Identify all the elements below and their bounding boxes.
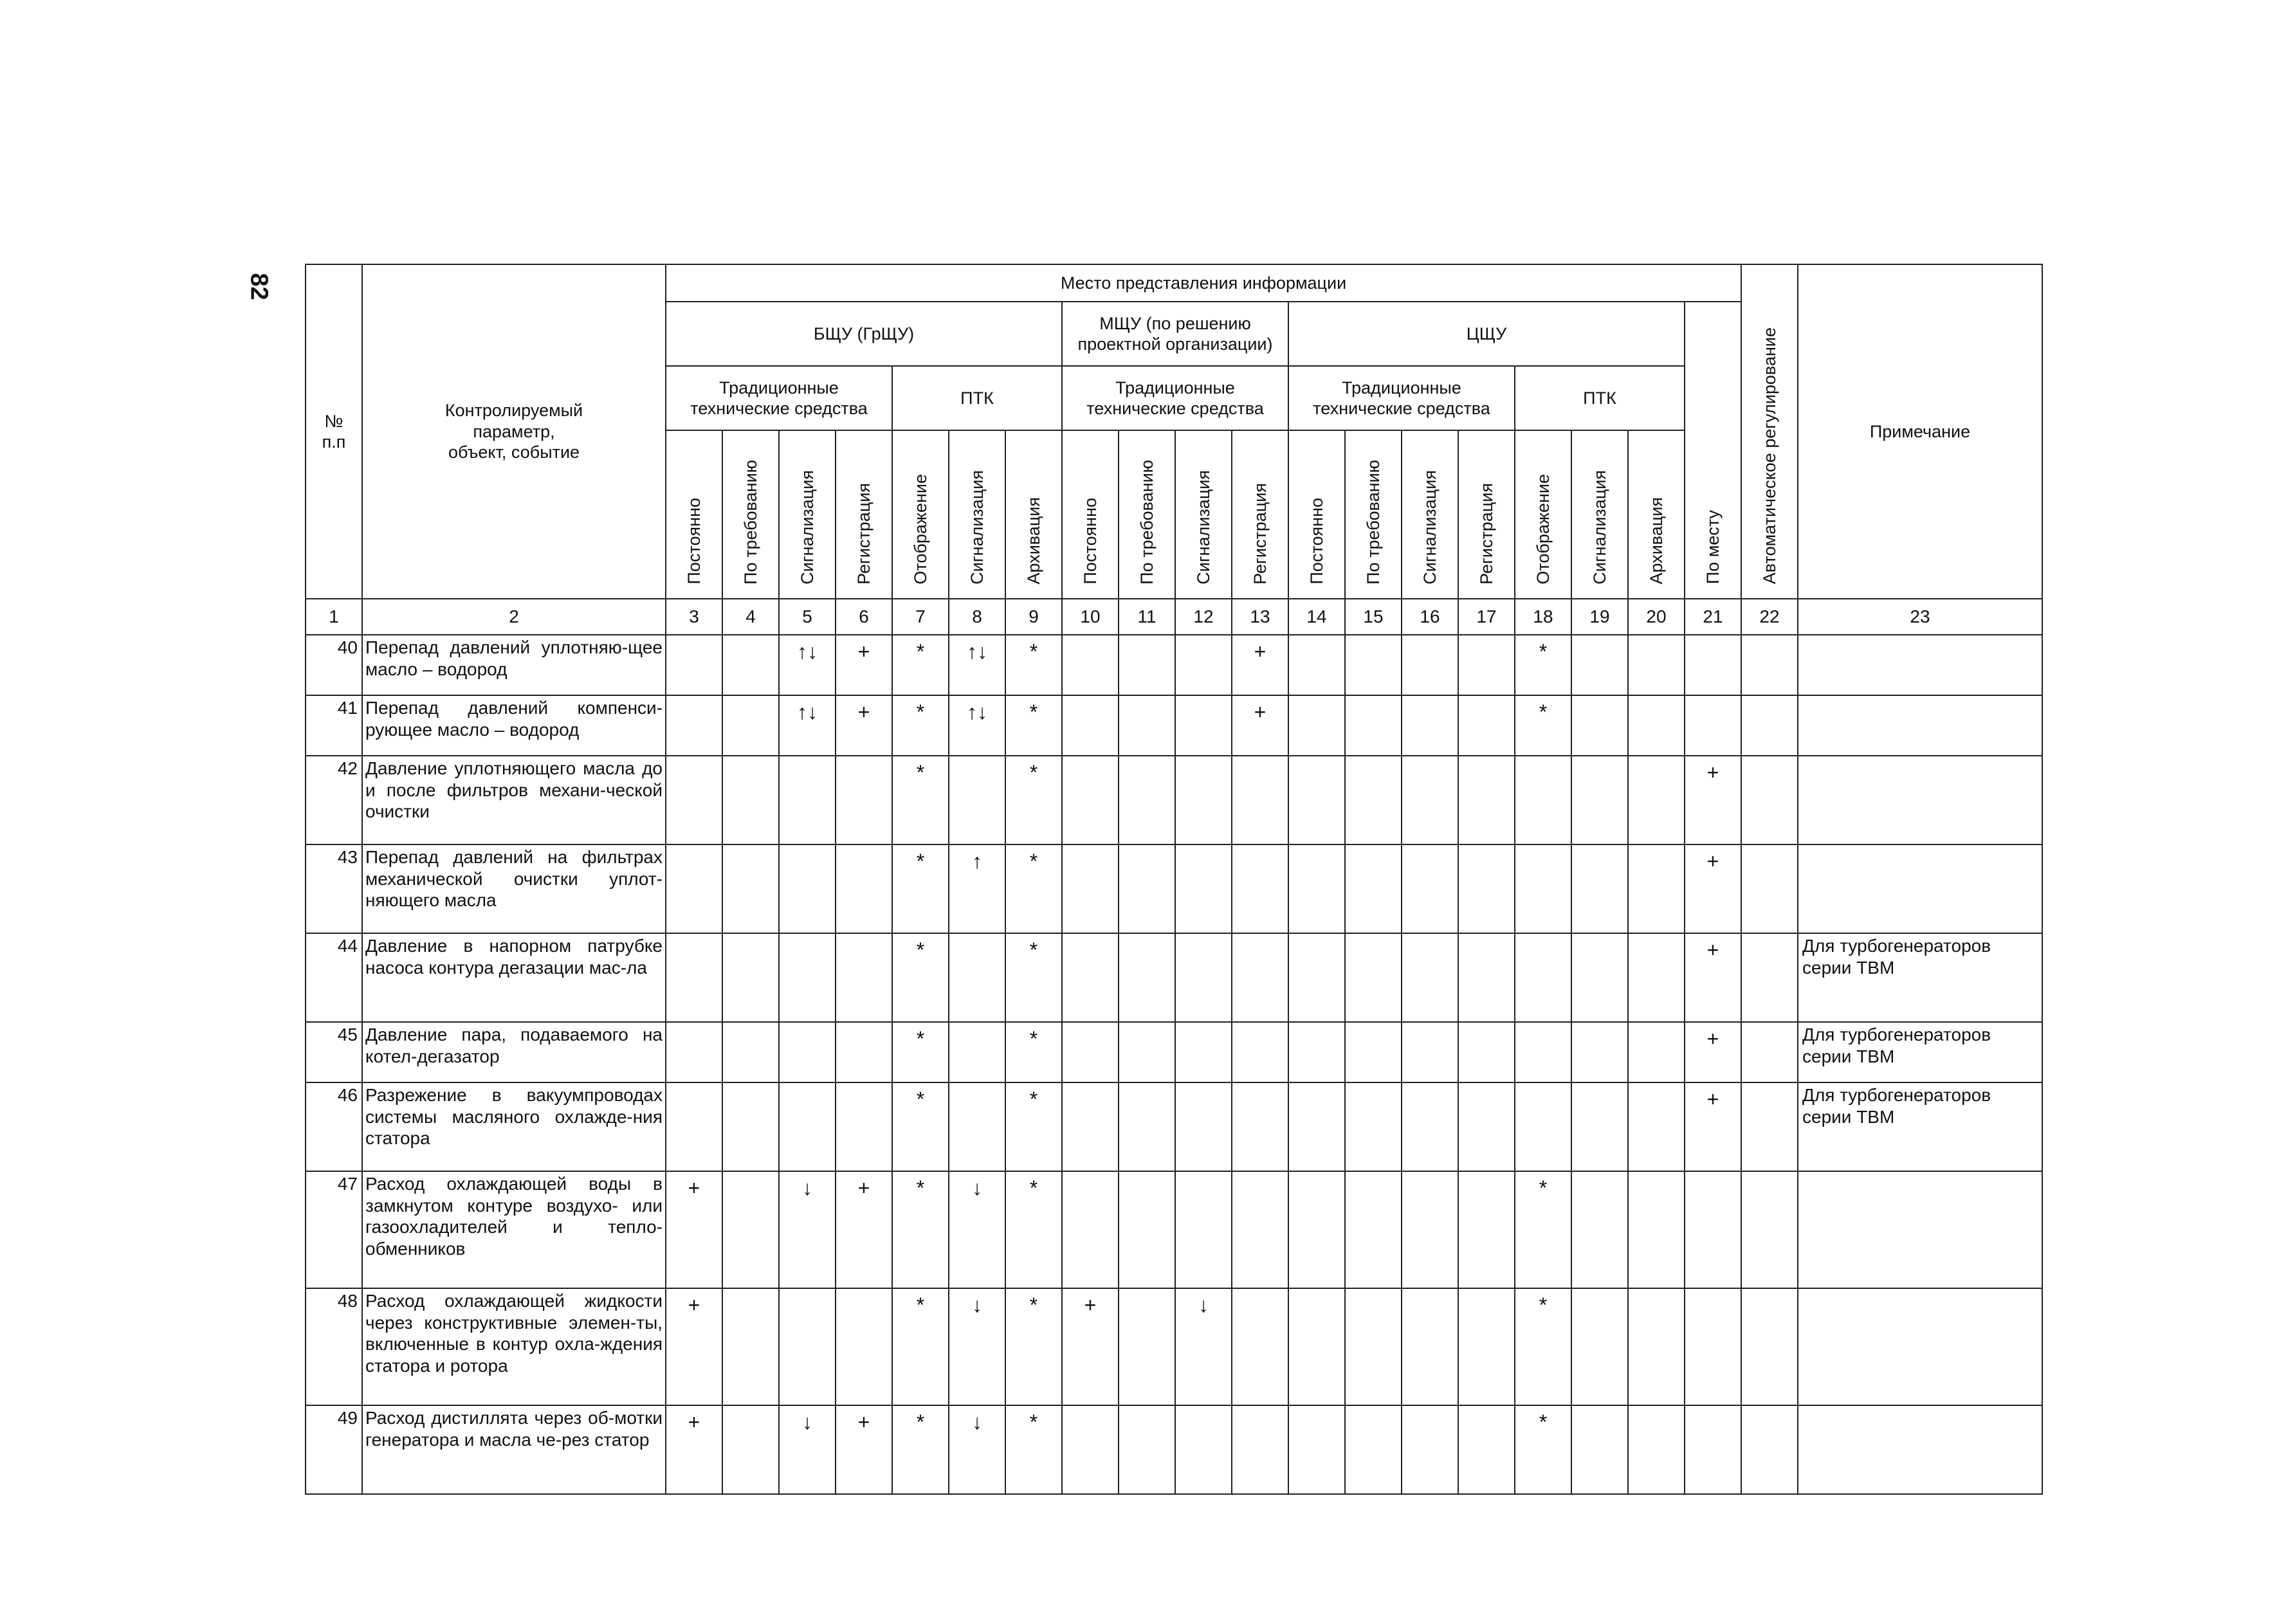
column-number: 3 — [666, 599, 722, 635]
row-cell — [1232, 1171, 1288, 1288]
table-row — [306, 1405, 2042, 1494]
row-cell — [722, 1405, 779, 1494]
column-number: 7 — [892, 599, 949, 635]
row-cell — [1062, 1022, 1119, 1082]
row-cell — [779, 1022, 836, 1082]
row-cell — [1741, 1288, 1798, 1405]
row-cell: * — [1005, 844, 1062, 933]
row-cell — [836, 1022, 892, 1082]
row-cell — [722, 933, 779, 1022]
row-cell — [1288, 933, 1345, 1022]
row-parameter: Перепад давлений компенси-рующее масло – водород — [362, 695, 666, 756]
row-cell: * — [892, 635, 949, 695]
row-parameter: Перепад давлений уплотняю-щее масло – водород — [362, 635, 666, 695]
row-number: 45 — [306, 1022, 362, 1082]
row-cell — [1402, 1082, 1458, 1171]
row-cell — [1571, 1405, 1628, 1494]
row-cell: + — [836, 635, 892, 695]
row-parameter: Разрежение в вакуумпроводах системы масляного охлажде-ния статора — [362, 1082, 666, 1171]
row-cell — [779, 1082, 836, 1171]
column-number: 23 — [1798, 599, 2042, 635]
row-cell — [1288, 1288, 1345, 1405]
row-cell: + — [1062, 1288, 1119, 1405]
row-cell — [1685, 635, 1741, 695]
row-cell: + — [1685, 844, 1741, 933]
header-col-12: Сигнализация — [1175, 430, 1232, 599]
row-cell — [1345, 1405, 1402, 1494]
row-cell — [1119, 844, 1175, 933]
row-cell: + — [666, 1288, 722, 1405]
row-cell — [722, 1288, 779, 1405]
row-cell — [949, 1082, 1005, 1171]
row-cell — [1345, 844, 1402, 933]
row-cell — [1288, 844, 1345, 933]
row-note: Для турбогенераторов серии ТВМ — [1798, 1022, 2042, 1082]
row-cell — [1175, 756, 1232, 844]
row-number: 44 — [306, 933, 362, 1022]
row-cell — [722, 695, 779, 756]
row-cell — [836, 1082, 892, 1171]
row-cell — [1345, 1171, 1402, 1288]
row-cell — [1515, 756, 1571, 844]
row-cell: ↓ — [779, 1171, 836, 1288]
column-number: 10 — [1062, 599, 1119, 635]
row-cell — [1288, 1082, 1345, 1171]
header-note: Примечание — [1798, 264, 2042, 599]
row-cell — [1571, 695, 1628, 756]
row-note — [1798, 695, 2042, 756]
row-cell: ↑↓ — [779, 635, 836, 695]
header-col-4: По требованию — [722, 430, 779, 599]
row-cell — [1458, 844, 1515, 933]
row-cell — [722, 1171, 779, 1288]
row-cell — [1062, 1082, 1119, 1171]
header-col-10: Постоянно — [1062, 430, 1119, 599]
row-cell — [1741, 1082, 1798, 1171]
row-cell: ↑ — [949, 844, 1005, 933]
page-number: 82 — [245, 272, 273, 300]
column-number: 19 — [1571, 599, 1628, 635]
row-cell — [1175, 1405, 1232, 1494]
row-cell — [1232, 1288, 1288, 1405]
row-cell — [1571, 844, 1628, 933]
row-cell — [949, 756, 1005, 844]
row-parameter: Перепад давлений на фильтрах механической очистки уплот-няющего масла — [362, 844, 666, 933]
row-cell — [1685, 695, 1741, 756]
row-cell — [1062, 844, 1119, 933]
column-number: 8 — [949, 599, 1005, 635]
row-cell: * — [892, 1288, 949, 1405]
row-note: Для турбогенераторов серии ТВМ — [1798, 1082, 2042, 1171]
row-cell: * — [1005, 1171, 1062, 1288]
row-cell — [1571, 1082, 1628, 1171]
row-cell: * — [1005, 756, 1062, 844]
row-number: 49 — [306, 1405, 362, 1494]
row-note — [1798, 1405, 2042, 1494]
row-cell — [1458, 933, 1515, 1022]
column-number: 14 — [1288, 599, 1345, 635]
row-cell: + — [836, 695, 892, 756]
row-cell: + — [1232, 635, 1288, 695]
column-number: 9 — [1005, 599, 1062, 635]
row-cell — [1741, 844, 1798, 933]
column-number: 5 — [779, 599, 836, 635]
header-col-13: Регистрация — [1232, 430, 1288, 599]
row-number: 46 — [306, 1082, 362, 1171]
column-number: 12 — [1175, 599, 1232, 635]
column-number: 20 — [1628, 599, 1685, 635]
row-cell — [666, 1082, 722, 1171]
row-cell — [1571, 933, 1628, 1022]
header-col-11: По требованию — [1119, 430, 1175, 599]
header-np: № п.п — [306, 264, 362, 599]
row-cell — [1515, 1082, 1571, 1171]
row-note — [1798, 635, 2042, 695]
row-cell — [1628, 1405, 1685, 1494]
row-cell — [1458, 1405, 1515, 1494]
row-cell — [1515, 844, 1571, 933]
row-cell — [722, 1082, 779, 1171]
column-number: 21 — [1685, 599, 1741, 635]
header-col-5: Сигнализация — [779, 430, 836, 599]
row-cell — [1628, 1022, 1685, 1082]
row-cell — [1288, 1405, 1345, 1494]
row-cell — [836, 844, 892, 933]
row-note: Для турбогенераторов серии ТВМ — [1798, 933, 2042, 1022]
row-cell — [722, 635, 779, 695]
row-number: 47 — [306, 1171, 362, 1288]
header-col-18: Отображение — [1515, 430, 1571, 599]
row-cell — [1175, 933, 1232, 1022]
row-cell — [1288, 756, 1345, 844]
row-number: 48 — [306, 1288, 362, 1405]
row-cell — [1402, 1171, 1458, 1288]
row-cell — [1345, 756, 1402, 844]
row-cell — [1119, 1022, 1175, 1082]
row-cell — [1232, 1022, 1288, 1082]
row-cell — [1062, 695, 1119, 756]
row-cell: * — [892, 1171, 949, 1288]
row-cell — [1119, 933, 1175, 1022]
row-cell: * — [1515, 695, 1571, 756]
row-number: 42 — [306, 756, 362, 844]
row-cell — [1458, 1171, 1515, 1288]
row-cell: + — [1685, 1082, 1741, 1171]
header-bshu-trad: Традиционные технические средства — [666, 366, 892, 430]
row-cell — [1402, 844, 1458, 933]
row-cell: + — [836, 1405, 892, 1494]
row-cell: ↑↓ — [779, 695, 836, 756]
row-cell — [666, 933, 722, 1022]
row-cell — [1175, 1082, 1232, 1171]
row-cell: * — [892, 933, 949, 1022]
row-cell: ↑↓ — [949, 695, 1005, 756]
column-number: 4 — [722, 599, 779, 635]
header-bshu-ptk: ПТК — [892, 366, 1062, 430]
row-cell: ↑↓ — [949, 635, 1005, 695]
column-number: 18 — [1515, 599, 1571, 635]
row-number: 40 — [306, 635, 362, 695]
column-number: 15 — [1345, 599, 1402, 635]
row-cell: ↓ — [1175, 1288, 1232, 1405]
row-cell: * — [892, 756, 949, 844]
row-cell — [1345, 635, 1402, 695]
header-mshu: МЩУ (по решению проектной организации) — [1062, 302, 1288, 366]
row-cell — [1458, 695, 1515, 756]
table-row — [306, 695, 2042, 756]
row-cell — [1515, 933, 1571, 1022]
row-cell — [779, 933, 836, 1022]
row-cell — [722, 844, 779, 933]
header-auto: Автоматическое регулирование — [1741, 264, 1798, 599]
row-cell — [1345, 1288, 1402, 1405]
column-number: 13 — [1232, 599, 1288, 635]
row-cell — [1232, 1405, 1288, 1494]
row-cell — [1741, 756, 1798, 844]
row-cell — [1119, 756, 1175, 844]
row-cell — [949, 1022, 1005, 1082]
row-cell — [1458, 1022, 1515, 1082]
row-cell — [1175, 1171, 1232, 1288]
row-note — [1798, 756, 2042, 844]
row-cell: * — [1005, 1405, 1062, 1494]
row-cell — [1345, 695, 1402, 756]
header-bshu: БЩУ (ГрЩУ) — [666, 302, 1062, 366]
table-row — [306, 1288, 2042, 1405]
row-cell — [1062, 933, 1119, 1022]
column-number: 1 — [306, 599, 362, 635]
row-cell — [1402, 1405, 1458, 1494]
row-cell: * — [1515, 635, 1571, 695]
row-cell: * — [1005, 695, 1062, 756]
row-cell: + — [666, 1171, 722, 1288]
row-cell: * — [892, 695, 949, 756]
table-row — [306, 756, 2042, 844]
row-cell — [1119, 635, 1175, 695]
column-number-row — [306, 599, 2042, 635]
row-cell — [1288, 1171, 1345, 1288]
row-cell — [1628, 844, 1685, 933]
row-cell — [1458, 1288, 1515, 1405]
row-parameter: Расход дистиллята через об-мотки генератора и масла че-рез статор — [362, 1405, 666, 1494]
row-cell — [1685, 1405, 1741, 1494]
header-col-15: По требованию — [1345, 430, 1402, 599]
row-cell: ↓ — [779, 1405, 836, 1494]
row-cell — [779, 1288, 836, 1405]
header-cshu-trad: Традиционные технические средства — [1288, 366, 1515, 430]
row-cell — [1685, 1288, 1741, 1405]
row-cell — [949, 933, 1005, 1022]
row-note — [1798, 844, 2042, 933]
row-cell — [1515, 1022, 1571, 1082]
row-cell — [666, 1022, 722, 1082]
row-cell — [1571, 635, 1628, 695]
row-cell — [1232, 844, 1288, 933]
row-cell — [1232, 1082, 1288, 1171]
row-parameter: Давление в напорном патрубке насоса контура дегазации мас-ла — [362, 933, 666, 1022]
row-cell — [1119, 1171, 1175, 1288]
row-cell — [1062, 1405, 1119, 1494]
row-cell — [1628, 695, 1685, 756]
row-cell — [1062, 1171, 1119, 1288]
column-number: 16 — [1402, 599, 1458, 635]
row-cell — [1741, 1171, 1798, 1288]
row-cell: + — [1685, 756, 1741, 844]
row-cell — [1232, 756, 1288, 844]
header-cshu-ptk: ПТК — [1515, 366, 1685, 430]
row-cell — [722, 756, 779, 844]
row-cell — [1119, 1082, 1175, 1171]
row-parameter: Расход охлаждающей воды в замкнутом контуре воздухо- или газоохладителей и тепло-обменников — [362, 1171, 666, 1288]
row-cell — [1288, 695, 1345, 756]
header-col-21: По месту — [1685, 302, 1741, 599]
header-col-9: Архивация — [1005, 430, 1062, 599]
row-cell — [666, 756, 722, 844]
row-note — [1798, 1288, 2042, 1405]
row-cell: ↓ — [949, 1288, 1005, 1405]
row-parameter: Давление пара, подаваемого на котел-дегазатор — [362, 1022, 666, 1082]
row-cell — [1402, 1022, 1458, 1082]
row-number: 43 — [306, 844, 362, 933]
row-cell — [779, 844, 836, 933]
row-cell — [1741, 695, 1798, 756]
row-cell: * — [1005, 1082, 1062, 1171]
row-cell — [666, 844, 722, 933]
row-cell — [722, 1022, 779, 1082]
row-cell — [1119, 695, 1175, 756]
row-cell: + — [666, 1405, 722, 1494]
row-cell: * — [892, 1022, 949, 1082]
row-cell — [1628, 1171, 1685, 1288]
row-cell: * — [1005, 933, 1062, 1022]
row-cell: * — [1515, 1405, 1571, 1494]
row-cell — [836, 756, 892, 844]
row-cell: + — [1685, 933, 1741, 1022]
header-col-7: Отображение — [892, 430, 949, 599]
row-cell — [1345, 1022, 1402, 1082]
header-col-8: Сигнализация — [949, 430, 1005, 599]
row-cell: * — [892, 1082, 949, 1171]
header-place: Место представления информации — [666, 264, 1741, 302]
table-row — [306, 1022, 2042, 1082]
row-cell: ↓ — [949, 1405, 1005, 1494]
row-cell: * — [1005, 1288, 1062, 1405]
column-number: 22 — [1741, 599, 1798, 635]
info-table — [305, 264, 2043, 1495]
table-row — [306, 844, 2042, 933]
row-cell: * — [892, 1405, 949, 1494]
row-cell — [1628, 635, 1685, 695]
row-cell: + — [1232, 695, 1288, 756]
header-col-16: Сигнализация — [1402, 430, 1458, 599]
row-cell — [1458, 756, 1515, 844]
row-cell — [1685, 1171, 1741, 1288]
header-col-3: Постоянно — [666, 430, 722, 599]
row-cell — [1402, 1288, 1458, 1405]
row-cell: * — [1005, 635, 1062, 695]
table-row — [306, 1171, 2042, 1288]
row-cell: * — [892, 844, 949, 933]
row-cell — [1345, 933, 1402, 1022]
row-cell — [1175, 1022, 1232, 1082]
column-number: 6 — [836, 599, 892, 635]
row-cell — [1175, 695, 1232, 756]
row-cell — [836, 1288, 892, 1405]
row-cell — [1288, 635, 1345, 695]
header-col-6: Регистрация — [836, 430, 892, 599]
row-cell — [1571, 1022, 1628, 1082]
row-cell — [1458, 635, 1515, 695]
row-cell — [1571, 1288, 1628, 1405]
table-row — [306, 933, 2042, 1022]
row-cell — [1402, 635, 1458, 695]
row-cell — [1741, 1405, 1798, 1494]
row-cell: ↓ — [949, 1171, 1005, 1288]
row-cell — [1062, 756, 1119, 844]
row-cell — [666, 695, 722, 756]
row-note — [1798, 1171, 2042, 1288]
row-cell — [1741, 1022, 1798, 1082]
row-cell: + — [836, 1171, 892, 1288]
row-cell — [1402, 756, 1458, 844]
header-col-14: Постоянно — [1288, 430, 1345, 599]
header-cshu: ЦЩУ — [1288, 302, 1685, 366]
header-param: Контролируемый параметр, объект, событие — [362, 264, 666, 599]
column-number: 2 — [362, 599, 666, 635]
header-col-17: Регистрация — [1458, 430, 1515, 599]
table-row — [306, 635, 2042, 695]
row-cell — [1345, 1082, 1402, 1171]
row-cell: * — [1515, 1171, 1571, 1288]
row-cell — [1628, 1288, 1685, 1405]
row-cell — [1232, 933, 1288, 1022]
row-cell — [779, 756, 836, 844]
row-cell — [1571, 1171, 1628, 1288]
row-cell — [1175, 844, 1232, 933]
row-cell — [1062, 635, 1119, 695]
row-cell — [1628, 756, 1685, 844]
column-number: 11 — [1119, 599, 1175, 635]
row-cell — [1288, 1022, 1345, 1082]
table-row — [306, 1082, 2042, 1171]
header-col-20: Архивация — [1628, 430, 1685, 599]
row-cell — [1175, 635, 1232, 695]
row-parameter: Расход охлаждающей жидкости через конструктивные элемен-ты, включенные в контур охла-ждения статора и ротора — [362, 1288, 666, 1405]
row-parameter: Давление уплотняющего масла до и после фильтров механи-ческой очистки — [362, 756, 666, 844]
row-number: 41 — [306, 695, 362, 756]
row-cell: + — [1685, 1022, 1741, 1082]
row-cell — [1119, 1288, 1175, 1405]
header-col-19: Сигнализация — [1571, 430, 1628, 599]
row-cell — [836, 933, 892, 1022]
row-cell — [1741, 635, 1798, 695]
row-cell — [1741, 933, 1798, 1022]
column-number: 17 — [1458, 599, 1515, 635]
row-cell — [1628, 933, 1685, 1022]
row-cell — [1458, 1082, 1515, 1171]
row-cell — [1119, 1405, 1175, 1494]
row-cell — [666, 635, 722, 695]
row-cell — [1628, 1082, 1685, 1171]
header-mshu-trad: Традиционные технические средства — [1062, 366, 1288, 430]
row-cell — [1402, 695, 1458, 756]
row-cell: * — [1515, 1288, 1571, 1405]
row-cell: * — [1005, 1022, 1062, 1082]
row-cell — [1571, 756, 1628, 844]
row-cell — [1402, 933, 1458, 1022]
